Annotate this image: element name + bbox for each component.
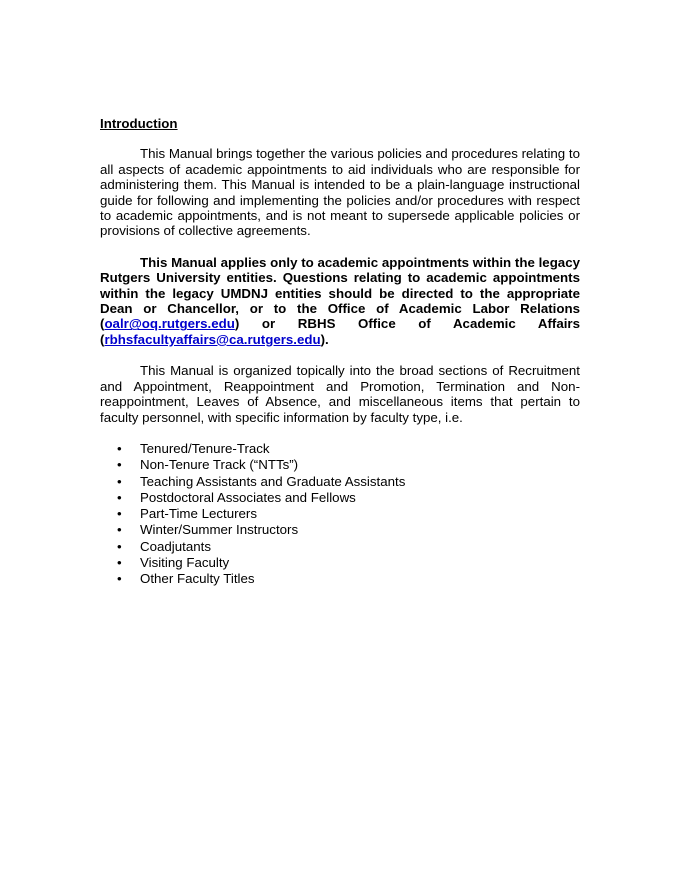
- list-item: [100, 539, 580, 555]
- list-item: [100, 555, 580, 571]
- bullet-icon: •: [117, 522, 122, 538]
- list-item: [100, 457, 580, 473]
- oalr-email-link[interactable]: oalr@oq.rutgers.edu: [104, 316, 235, 332]
- document-body: [100, 116, 580, 588]
- bullet-icon: •: [117, 489, 122, 505]
- bullet-icon: •: [117, 538, 122, 554]
- bullet-icon: •: [117, 457, 122, 473]
- list-item: [100, 490, 580, 506]
- list-item-label: Visiting Faculty: [140, 554, 230, 570]
- list-item-label: Part-Time Lecturers: [140, 506, 257, 522]
- bullet-icon: •: [117, 473, 122, 489]
- list-item-label: Other Faculty Titles: [140, 571, 255, 587]
- section-heading: Introduction: [100, 116, 178, 131]
- list-item: [100, 571, 580, 587]
- bullet-icon: •: [117, 506, 122, 522]
- list-item-label: Non-Tenure Track (“NTTs”): [140, 457, 299, 473]
- list-item-label: Tenured/Tenure-Track: [140, 440, 270, 456]
- scope-paragraph: [100, 255, 580, 347]
- bullet-icon: •: [117, 554, 122, 570]
- rbhs-email-link[interactable]: rbhsfacultyaffairs@ca.rutgers.edu: [104, 331, 321, 347]
- list-item-label: Teaching Assistants and Graduate Assistants: [140, 473, 406, 489]
- scope-text-c: ).: [320, 331, 329, 347]
- list-item: [100, 506, 580, 522]
- list-item: [100, 522, 580, 538]
- faculty-type-list: [100, 441, 580, 588]
- scope-text-b: ) or RBHS Office of Academic Affairs (: [100, 316, 580, 347]
- bullet-icon: •: [117, 440, 122, 456]
- scope-text-a: This Manual applies only to academic appointments within the legacy Rutgers University entities. Questions relating to academic appointments within the legacy UMDNJ entities should be directed to the appropriate Dean or Chancellor, or to the Office of Academic Labor Relations (: [100, 254, 580, 332]
- list-item-label: Coadjutants: [140, 538, 211, 554]
- list-item: [100, 474, 580, 490]
- list-item-label: Winter/Summer Instructors: [140, 522, 299, 538]
- list-item-label: Postdoctoral Associates and Fellows: [140, 489, 356, 505]
- bullet-icon: •: [117, 571, 122, 587]
- organization-paragraph: This Manual is organized topically into the broad sections of Recruitment and Appointment, Reappointment and Promotion, Termination and Non-reappointment, Leaves of Absence, and miscellaneous items that pertain to faculty personnel, with specific information by faculty type, i.e.: [100, 363, 580, 425]
- intro-paragraph: This Manual brings together the various policies and procedures relating to all aspects of academic appointments to aid individuals who are responsible for administering them. This Manual is intended to be a plain-language instructional guide for following and implementing the policies and/or procedures with respect to academic appointments, and is not meant to supersede applicable policies or provisions of collective agreements.: [100, 146, 580, 239]
- list-item: [100, 441, 580, 457]
